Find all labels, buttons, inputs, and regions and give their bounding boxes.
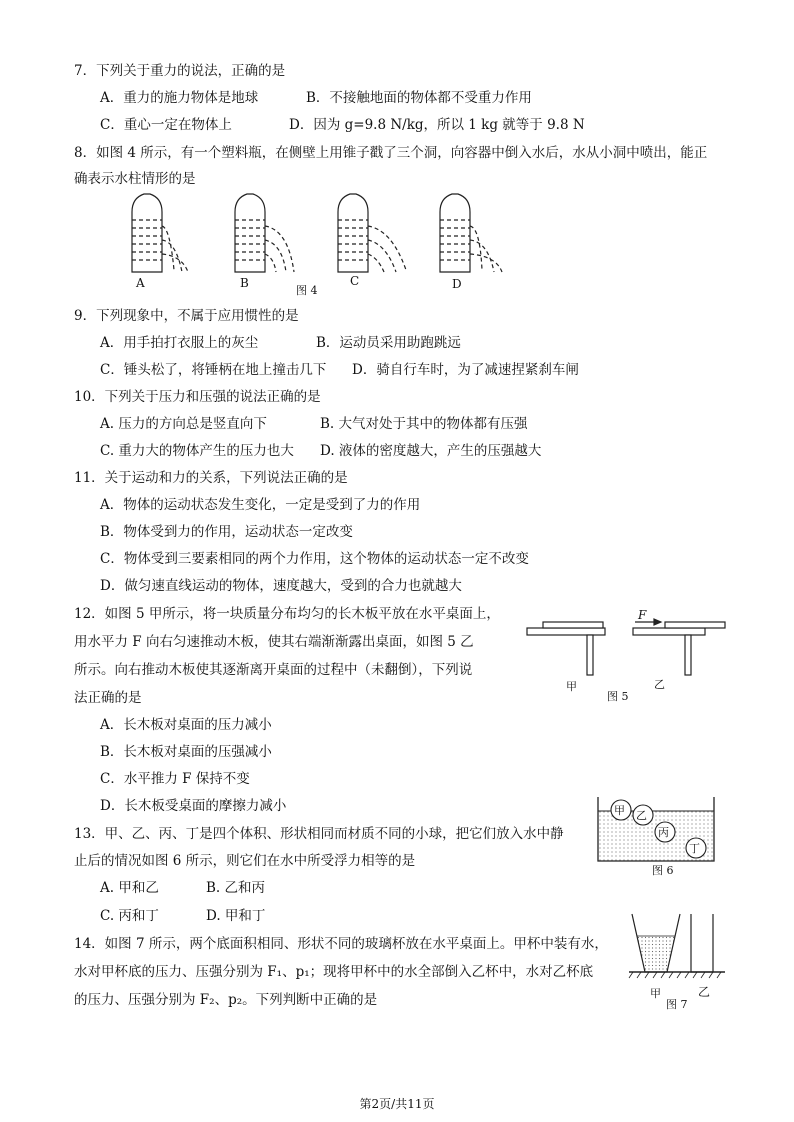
figure-7-label-jia: 甲 (650, 987, 661, 1000)
figure-7 (627, 912, 727, 982)
q12-option-d: D．长木板受桌面的摩擦力减小 (100, 798, 287, 814)
q10-option-b: B. 大气对处于其中的物体都有压强 (320, 416, 528, 432)
figure-6-caption: 图 6 (652, 864, 674, 877)
q11-option-a: A．物体的运动状态发生变化，一定是受到了力的作用 (100, 497, 421, 513)
figure-4-label-a: A (136, 276, 145, 290)
q8-stem-line1: 8．如图 4 所示，有一个塑料瓶，在侧壁上用锥子戳了三个洞，向容器中倒入水后，水从小洞中喷出，能正 (74, 145, 708, 161)
q13-option-c: C. 丙和丁 (100, 908, 159, 924)
q11-option-c: C．物体受到三要素相同的两个力作用，这个物体的运动状态一定不改变 (100, 551, 529, 567)
figure-7-caption: 图 7 (666, 998, 688, 1011)
q12-stem-line3: 所示。向右推动木板使其逐渐离开桌面的过程中（未翻倒），下列说 (74, 662, 473, 678)
q9-option-a: A．用手拍打衣服上的灰尘 (100, 335, 259, 351)
q12-option-a: A．长木板对桌面的压力减小 (100, 717, 272, 733)
q7-option-b: B．不接触地面的物体都不受重力作用 (306, 90, 532, 106)
q7-option-d: D．因为 g=9.8 N/kg，所以 1 kg 就等于 9.8 N (289, 117, 585, 133)
q9-stem: 9．下列现象中，不属于应用惯性的是 (74, 308, 299, 324)
q11-stem: 11．关于运动和力的关系，下列说法正确的是 (74, 470, 348, 486)
q13-stem-line1: 13．甲、乙、丙、丁是四个体积、形状相同而材质不同的小球，把它们放入水中静 (74, 826, 564, 842)
q14-stem-line3: 的压力、压强分别为 F₂、p₂。下列判断中正确的是 (74, 992, 378, 1008)
q9-option-d: D．骑自行车时，为了减速捏紧刹车闸 (352, 362, 579, 378)
figure-5-label-jia: 甲 (566, 680, 577, 693)
q12-stem-line2: 用水平力 F 向右匀速推动木板，使其右端渐渐露出桌面，如图 5 乙 (74, 634, 474, 650)
figure-6-ball-ding: 丁 (689, 842, 700, 855)
q14-stem-line1: 14．如图 7 所示，两个底面积相同、形状不同的玻璃杯放在水平桌面上。甲杯中装有水， (74, 936, 608, 952)
q10-stem: 10．下列关于压力和压强的说法正确的是 (74, 389, 321, 405)
q7-option-a: A．重力的施力物体是地球 (100, 90, 259, 106)
q13-stem-line2: 止后的情况如图 6 所示，则它们在水中所受浮力相等的是 (74, 853, 416, 869)
q7-stem: 7．下列关于重力的说法，正确的是 (74, 63, 286, 79)
q13-option-d: D. 甲和丁 (206, 908, 266, 924)
q10-option-a: A. 压力的方向总是竖直向下 (100, 416, 267, 432)
q11-option-b: B．物体受到力的作用，运动状态一定改变 (100, 524, 353, 540)
figure-5-force-label: F (638, 608, 647, 622)
q14-stem-line2: 水对甲杯底的压力、压强分别为 F₁、p₁；现将甲杯中的水全部倒入乙杯中，水对乙杯底 (74, 964, 594, 980)
figure-4-caption: 图 4 (296, 284, 318, 297)
q10-option-d: D. 液体的密度越大，产生的压强越大 (320, 443, 542, 459)
figure-4-label-c: C (350, 274, 360, 288)
q10-option-c: C. 重力大的物体产生的压力也大 (100, 443, 294, 459)
q13-option-b: B. 乙和丙 (206, 880, 266, 896)
q12-option-b: B．长木板对桌面的压强减小 (100, 744, 272, 760)
figure-7-label-yi: 乙 (698, 985, 711, 999)
figure-6-ball-jia: 甲 (614, 804, 625, 817)
q9-option-b: B．运动员采用助跑跳远 (316, 335, 461, 351)
q13-option-a: A. 甲和乙 (100, 880, 159, 896)
q7-option-c: C．重心一定在物体上 (100, 117, 232, 133)
q9-option-c: C．锤头松了，将锤柄在地上撞击几下 (100, 362, 327, 378)
q12-stem-line4: 法正确的是 (74, 690, 142, 706)
figure-6-ball-yi: 乙 (636, 809, 647, 822)
figure-4-label-d: D (452, 277, 462, 291)
q12-stem-line1: 12．如图 5 甲所示，将一块质量分布均匀的长木板平放在水平桌面上， (74, 606, 500, 622)
figure-5-caption: 图 5 (607, 690, 629, 703)
q8-stem-line2: 确表示水柱情形的是 (74, 171, 196, 187)
figure-5-label-yi: 乙 (654, 678, 665, 691)
page-number-footer: 第2页/共11页 (359, 1097, 435, 1111)
q12-option-c: C．水平推力 F 保持不变 (100, 771, 250, 787)
figure-6-ball-bing: 丙 (658, 826, 669, 839)
q11-option-d: D．做匀速直线运动的物体，速度越大，受到的合力也就越大 (100, 578, 462, 594)
figure-4-label-b: B (240, 276, 249, 290)
